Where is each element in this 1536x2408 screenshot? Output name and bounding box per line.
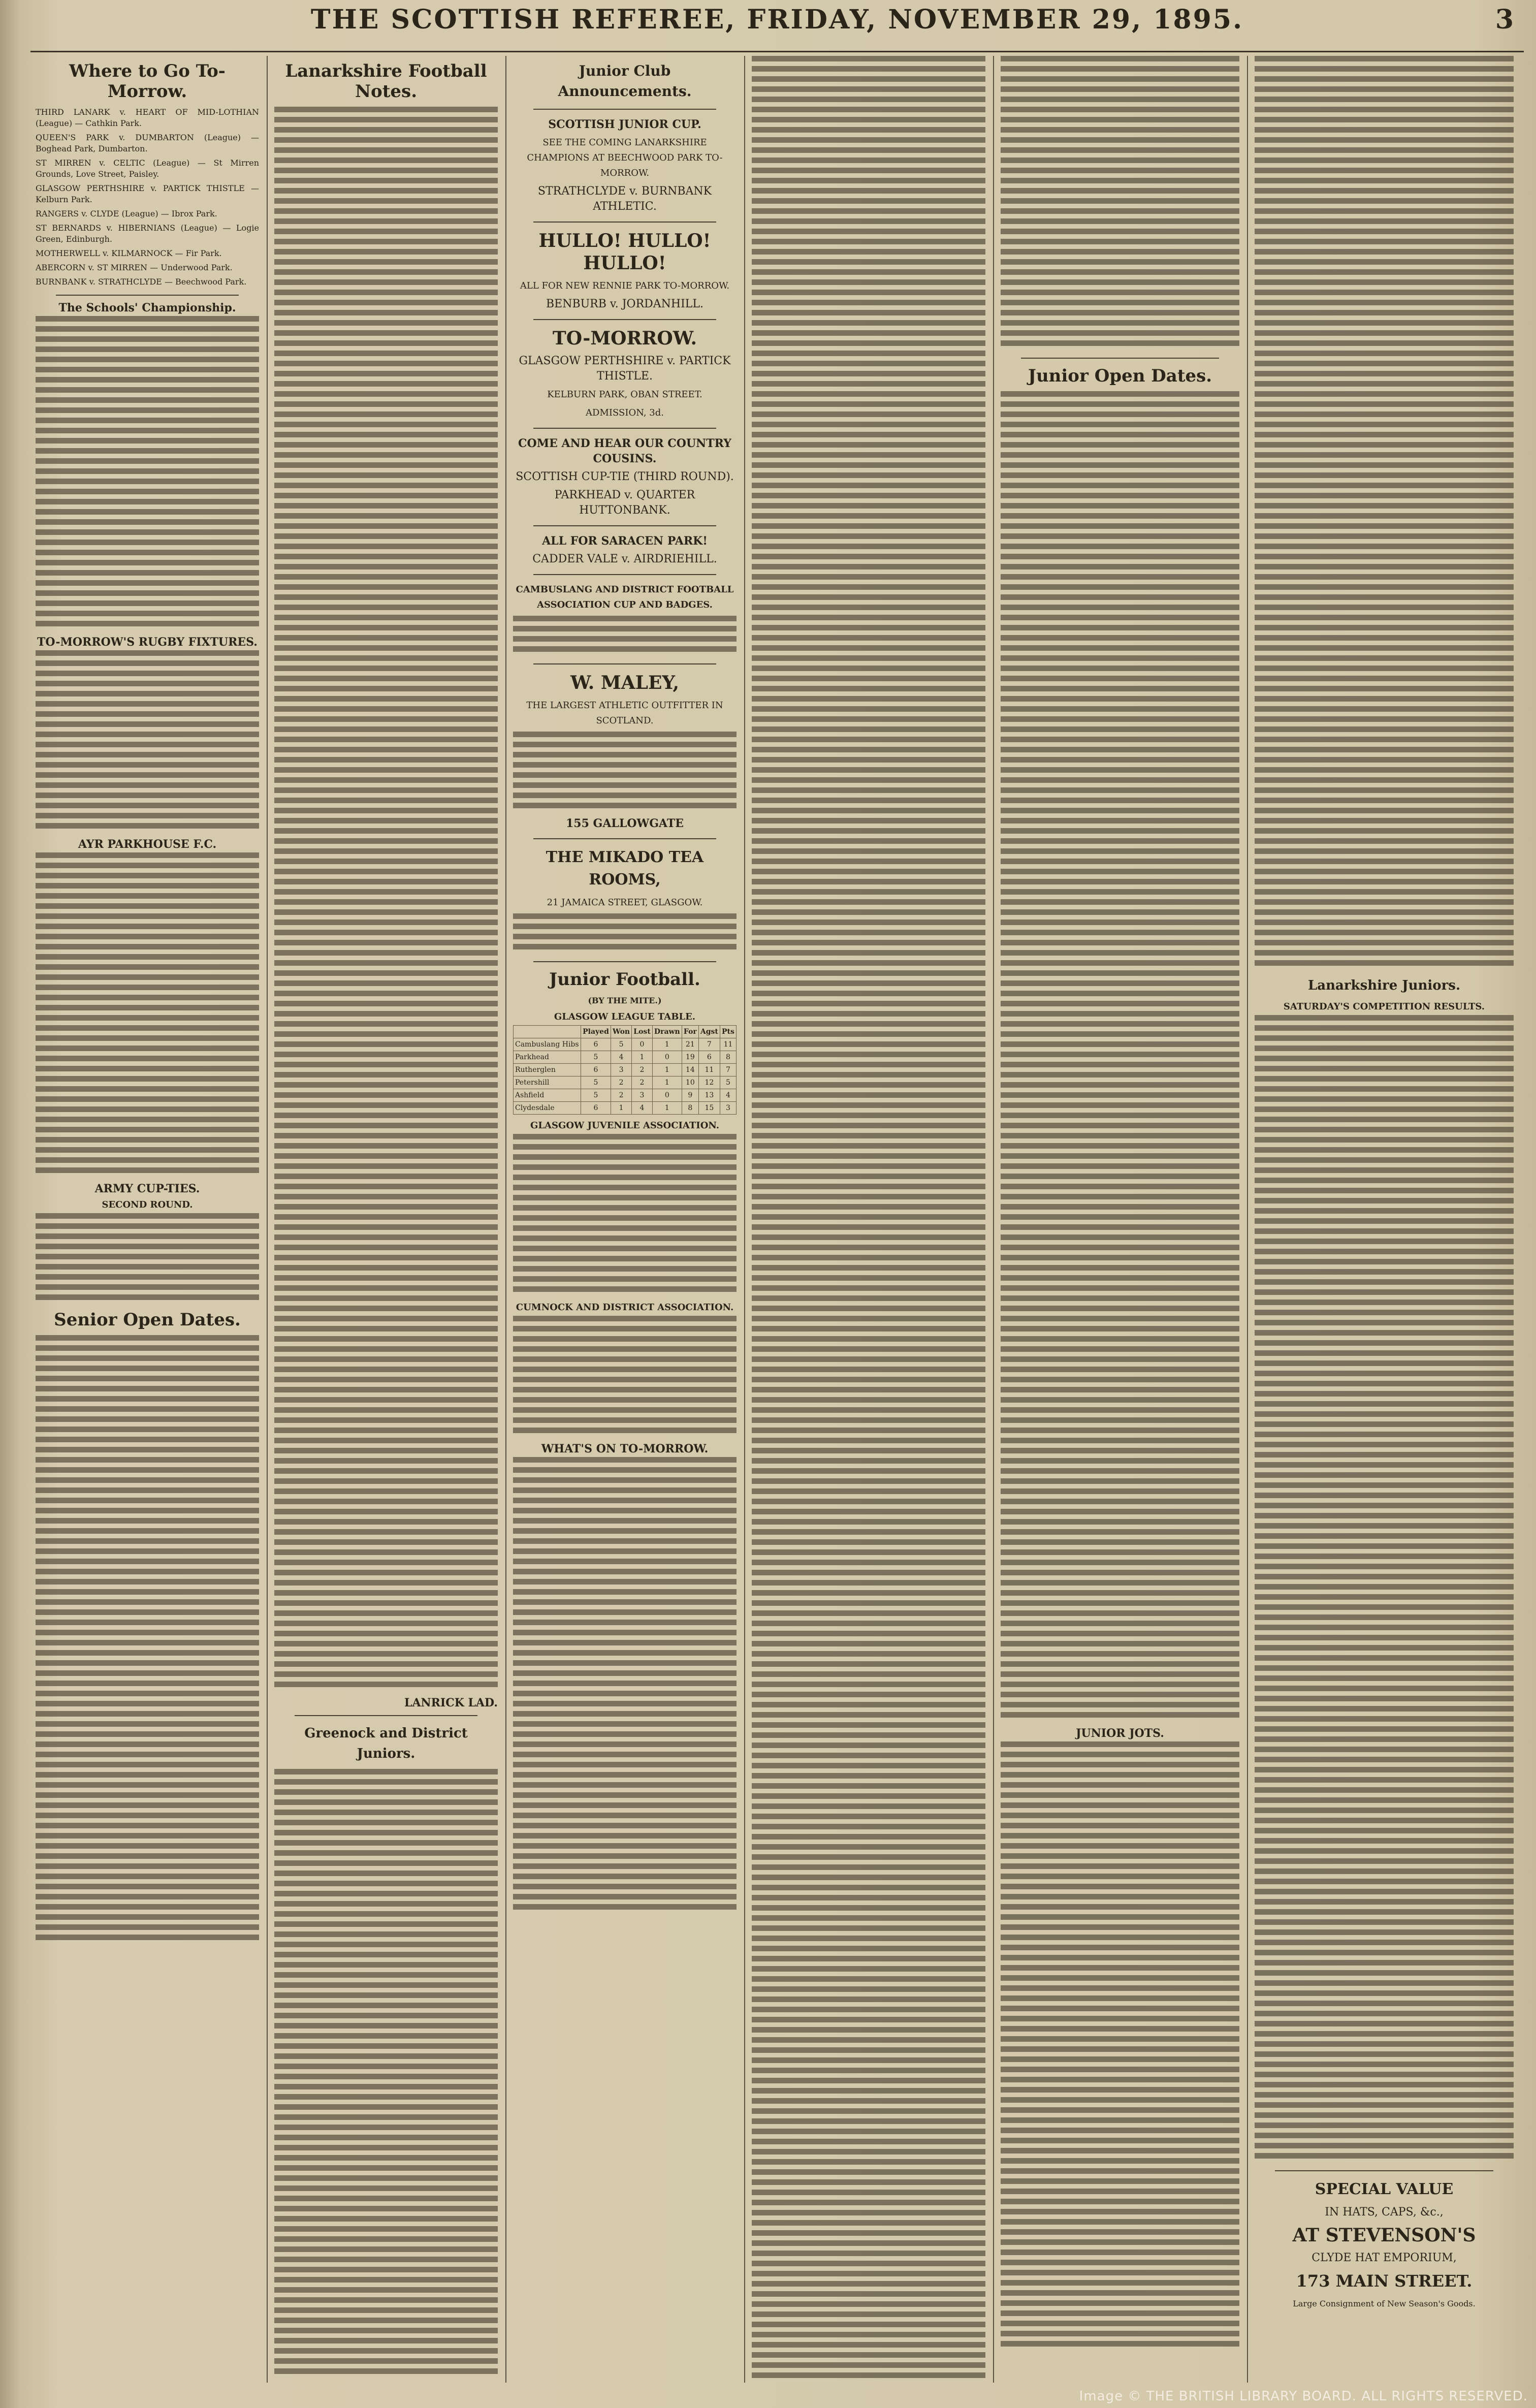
table-cell: 12 bbox=[698, 1076, 720, 1089]
newspaper-title: THE SCOTTISH REFEREE, FRIDAY, NOVEMBER 29, 1895. bbox=[310, 4, 1244, 35]
column-1 bbox=[36, 56, 259, 2383]
junior-open-dates-heading: Junior Open Dates. bbox=[1028, 366, 1212, 386]
ad-tomorrow-ground: KELBURN PARK, OBAN STREET. bbox=[547, 389, 702, 400]
table-cell: 5 bbox=[581, 1051, 611, 1064]
fixture-item: RANGERS v. CLYDE (League) — Ibrox Park. bbox=[36, 209, 217, 218]
article-text bbox=[274, 1769, 498, 2379]
table-cell: 3 bbox=[632, 1089, 653, 1102]
lanarkshire-notes-heading: Lanarkshire Football Notes. bbox=[285, 61, 487, 102]
table-row bbox=[514, 1102, 737, 1115]
article-text bbox=[1255, 1096, 1514, 2163]
ad-junior-cup-teams: STRATHCLYDE v. BURNBANK ATHLETIC. bbox=[537, 185, 712, 213]
table-cell: 2 bbox=[611, 1089, 631, 1102]
fixture-list bbox=[36, 107, 259, 288]
table-cell: 0 bbox=[632, 1038, 653, 1051]
table-header: Won bbox=[611, 1026, 631, 1038]
table-cell-team: Clydesdale bbox=[514, 1102, 581, 1115]
table-cell-team: Parkhead bbox=[514, 1051, 581, 1064]
table-cell: 10 bbox=[682, 1076, 698, 1089]
article-text bbox=[36, 852, 259, 1178]
table-cell: 21 bbox=[682, 1038, 698, 1051]
ad-hullo-title: HULLO! HULLO! HULLO! bbox=[538, 230, 711, 274]
fixture-item: ABERCORN v. ST MIRREN — Underwood Park. bbox=[36, 263, 233, 272]
ad-stevenson-shop: CLYDE HAT EMPORIUM, bbox=[1311, 2252, 1457, 2264]
table-row bbox=[514, 1064, 737, 1076]
ad-cambuslang-title: CAMBUSLANG AND DISTRICT FOOTBALL ASSOCIATION CUP AND BADGES. bbox=[516, 584, 734, 610]
ad-junior-cup-line: SEE THE COMING LANARKSHIRE CHAMPIONS AT BEECHWOOD PARK TO-MORROW. bbox=[527, 137, 723, 178]
ad-hullo-line: ALL FOR NEW RENNIE PARK TO-MORROW. bbox=[520, 280, 730, 291]
table-cell: 1 bbox=[652, 1038, 682, 1051]
table-row bbox=[514, 1076, 737, 1089]
ad-text bbox=[513, 732, 737, 813]
table-cell: 7 bbox=[698, 1038, 720, 1051]
article-text bbox=[1001, 391, 1239, 1722]
junior-football-heading: Junior Football. bbox=[549, 969, 700, 990]
ad-stevenson-title: SPECIAL VALUE bbox=[1315, 2180, 1454, 2198]
fixture-item: ST BERNARDS v. HIBERNIANS (League) — Logie Green, Edinburgh. bbox=[36, 223, 259, 244]
article-text bbox=[513, 1457, 737, 1914]
table-cell: 6 bbox=[698, 1051, 720, 1064]
ad-tomorrow-teams: GLASGOW PERTHSHIRE v. PARTICK THISTLE. bbox=[519, 355, 731, 383]
table-cell: 2 bbox=[632, 1076, 653, 1089]
article-text bbox=[36, 650, 259, 833]
column-2 bbox=[274, 56, 498, 2383]
ayr-heading: AYR PARKHOUSE F.C. bbox=[78, 838, 217, 851]
ad-junior-cup-title: SCOTTISH JUNIOR CUP. bbox=[548, 118, 701, 131]
table-cell: 6 bbox=[581, 1038, 611, 1051]
ad-country-cousins-line: SCOTTISH CUP-TIE (THIRD ROUND). bbox=[516, 470, 734, 483]
table-cell-team: Petershill bbox=[514, 1076, 581, 1089]
table-cell: 3 bbox=[720, 1102, 736, 1115]
table-cell: 11 bbox=[698, 1064, 720, 1076]
column-4 bbox=[752, 56, 985, 2383]
article-text bbox=[513, 1316, 737, 1438]
table-cell: 4 bbox=[611, 1051, 631, 1064]
table-cell: 5 bbox=[611, 1038, 631, 1051]
table-cell: 13 bbox=[698, 1089, 720, 1102]
table-header: Pts bbox=[720, 1026, 736, 1038]
table-cell: 5 bbox=[720, 1076, 736, 1089]
fixture-item: MOTHERWELL v. KILMARNOCK — Fir Park. bbox=[36, 248, 222, 258]
table-header bbox=[514, 1026, 581, 1038]
table-header: Agst bbox=[698, 1026, 720, 1038]
table-row bbox=[514, 1038, 737, 1051]
ad-tomorrow-title: TO-MORROW. bbox=[552, 328, 697, 349]
table-cell-team: Ashfield bbox=[514, 1089, 581, 1102]
table-header: Lost bbox=[632, 1026, 653, 1038]
table-cell: 1 bbox=[632, 1051, 653, 1064]
junior-announcements-heading: Junior Club Announcements. bbox=[558, 62, 692, 100]
column-5 bbox=[1001, 56, 1239, 2383]
table-cell: 15 bbox=[698, 1102, 720, 1115]
table-cell: 19 bbox=[682, 1051, 698, 1064]
junior-jots-heading: JUNIOR JOTS. bbox=[1076, 1727, 1164, 1740]
fixture-item: QUEEN'S PARK v. DUMBARTON (League) — Boghead Park, Dumbarton. bbox=[36, 133, 259, 153]
league-table bbox=[513, 1025, 737, 1115]
whats-on-heading: WHAT'S ON TO-MORROW. bbox=[541, 1442, 709, 1455]
table-header: Drawn bbox=[652, 1026, 682, 1038]
league-table-title: GLASGOW LEAGUE TABLE. bbox=[554, 1011, 696, 1022]
ad-country-cousins-teams: PARKHEAD v. QUARTER HUTTONBANK. bbox=[554, 489, 695, 517]
table-header: For bbox=[682, 1026, 698, 1038]
article-text bbox=[1001, 56, 1239, 351]
lanarkshire-juniors-heading: Lanarkshire Juniors. bbox=[1307, 978, 1460, 993]
article-text bbox=[36, 316, 259, 631]
table-cell-team: Cambuslang Hibs bbox=[514, 1038, 581, 1051]
ad-maley-line: THE LARGEST ATHLETIC OUTFITTER IN SCOTLAND. bbox=[526, 700, 723, 726]
table-row bbox=[514, 1051, 737, 1064]
ad-saracen-teams: CADDER VALE v. AIRDRIEHILL. bbox=[532, 553, 717, 565]
ad-mikado-address: 21 JAMAICA STREET, GLASGOW. bbox=[547, 897, 703, 908]
ad-text bbox=[513, 913, 737, 954]
table-cell: 4 bbox=[632, 1102, 653, 1115]
table-cell: 11 bbox=[720, 1038, 736, 1051]
table-cell: 14 bbox=[682, 1064, 698, 1076]
table-cell: 4 bbox=[720, 1089, 736, 1102]
table-cell: 0 bbox=[652, 1051, 682, 1064]
table-row bbox=[514, 1089, 737, 1102]
cumnock-heading: CUMNOCK AND DISTRICT ASSOCIATION. bbox=[516, 1302, 734, 1313]
table-cell: 2 bbox=[611, 1076, 631, 1089]
ad-country-cousins-title: COME AND HEAR OUR COUNTRY COUSINS. bbox=[518, 437, 731, 465]
table-cell: 1 bbox=[611, 1102, 631, 1115]
table-cell: 9 bbox=[682, 1089, 698, 1102]
table-cell: 6 bbox=[581, 1102, 611, 1115]
table-cell: 7 bbox=[720, 1064, 736, 1076]
greenock-heading: Greenock and District Juniors. bbox=[304, 1726, 468, 1761]
results-table bbox=[1255, 1015, 1514, 1096]
table-cell: 1 bbox=[652, 1102, 682, 1115]
table-cell: 1 bbox=[652, 1076, 682, 1089]
article-text bbox=[513, 1134, 737, 1296]
article-text bbox=[1255, 56, 1514, 970]
ad-maley-address: 155 GALLOWGATE bbox=[565, 817, 684, 830]
article-text bbox=[36, 1335, 259, 1945]
column-3 bbox=[513, 56, 737, 2383]
where-to-go-heading: Where to Go To-Morrow. bbox=[69, 61, 226, 102]
table-cell: 0 bbox=[652, 1089, 682, 1102]
table-cell: 3 bbox=[611, 1064, 631, 1076]
fixture-item: ST MIRREN v. CELTIC (League) — St Mirren Grounds, Love Street, Paisley. bbox=[36, 158, 259, 179]
table-cell-team: Rutherglen bbox=[514, 1064, 581, 1076]
page-number: 3 bbox=[1495, 4, 1514, 35]
fixture-item: GLASGOW PERTHSHIRE v. PARTICK THISTLE — Kelburn Park. bbox=[36, 183, 259, 204]
table-cell: 8 bbox=[720, 1051, 736, 1064]
article-text bbox=[36, 1213, 259, 1305]
image-credit: Image © THE BRITISH LIBRARY BOARD. ALL RIGHTS RESERVED. bbox=[1079, 2389, 1528, 2404]
ad-stevenson-line: IN HATS, CAPS, &c., bbox=[1325, 2206, 1444, 2219]
schools-heading: The Schools' Championship. bbox=[58, 301, 236, 314]
glasgow-juvenile-heading: GLASGOW JUVENILE ASSOCIATION. bbox=[530, 1120, 719, 1131]
ad-stevenson-name: AT STEVENSON'S bbox=[1292, 2225, 1476, 2246]
ad-hullo-teams: BENBURB v. JORDANHILL. bbox=[546, 298, 703, 310]
column-6 bbox=[1255, 56, 1514, 2383]
article-text bbox=[274, 107, 498, 1692]
article-text bbox=[1001, 1741, 1239, 2351]
junior-football-byline: (BY THE MITE.) bbox=[588, 996, 662, 1005]
table-header: Played bbox=[581, 1026, 611, 1038]
ad-stevenson-address: 173 MAIN STREET. bbox=[1296, 2271, 1473, 2291]
table-cell: 2 bbox=[632, 1064, 653, 1076]
fixture-item: BURNBANK v. STRATHCLYDE — Beechwood Park. bbox=[36, 277, 247, 287]
table-cell: 6 bbox=[581, 1064, 611, 1076]
army-subheading: SECOND ROUND. bbox=[102, 1199, 193, 1210]
ad-mikado-title: THE MIKADO TEA ROOMS, bbox=[546, 848, 704, 889]
senior-open-dates-heading: Senior Open Dates. bbox=[54, 1310, 241, 1330]
ad-tomorrow-admission: ADMISSION, 3d. bbox=[586, 407, 664, 418]
table-cell: 1 bbox=[652, 1064, 682, 1076]
ad-saracen-title: ALL FOR SARACEN PARK! bbox=[542, 534, 708, 548]
article-signature: LANRICK LAD. bbox=[404, 1696, 498, 1709]
ad-stevenson-note: Large Consignment of New Season's Goods. bbox=[1293, 2299, 1476, 2308]
ad-text bbox=[513, 616, 737, 656]
ad-maley-title: W. MALEY, bbox=[570, 672, 679, 693]
army-heading: ARMY CUP-TIES. bbox=[94, 1182, 200, 1195]
rugby-heading: TO-MORROW'S RUGBY FIXTURES. bbox=[37, 636, 258, 649]
fixture-item: THIRD LANARK v. HEART OF MID-LOTHIAN (League) — Cathkin Park. bbox=[36, 107, 259, 128]
competition-results-heading: SATURDAY'S COMPETITION RESULTS. bbox=[1283, 1001, 1485, 1012]
table-cell: 8 bbox=[682, 1102, 698, 1115]
table-cell: 5 bbox=[581, 1076, 611, 1089]
masthead bbox=[30, 0, 1524, 52]
table-cell: 5 bbox=[581, 1089, 611, 1102]
article-text bbox=[752, 56, 985, 2383]
